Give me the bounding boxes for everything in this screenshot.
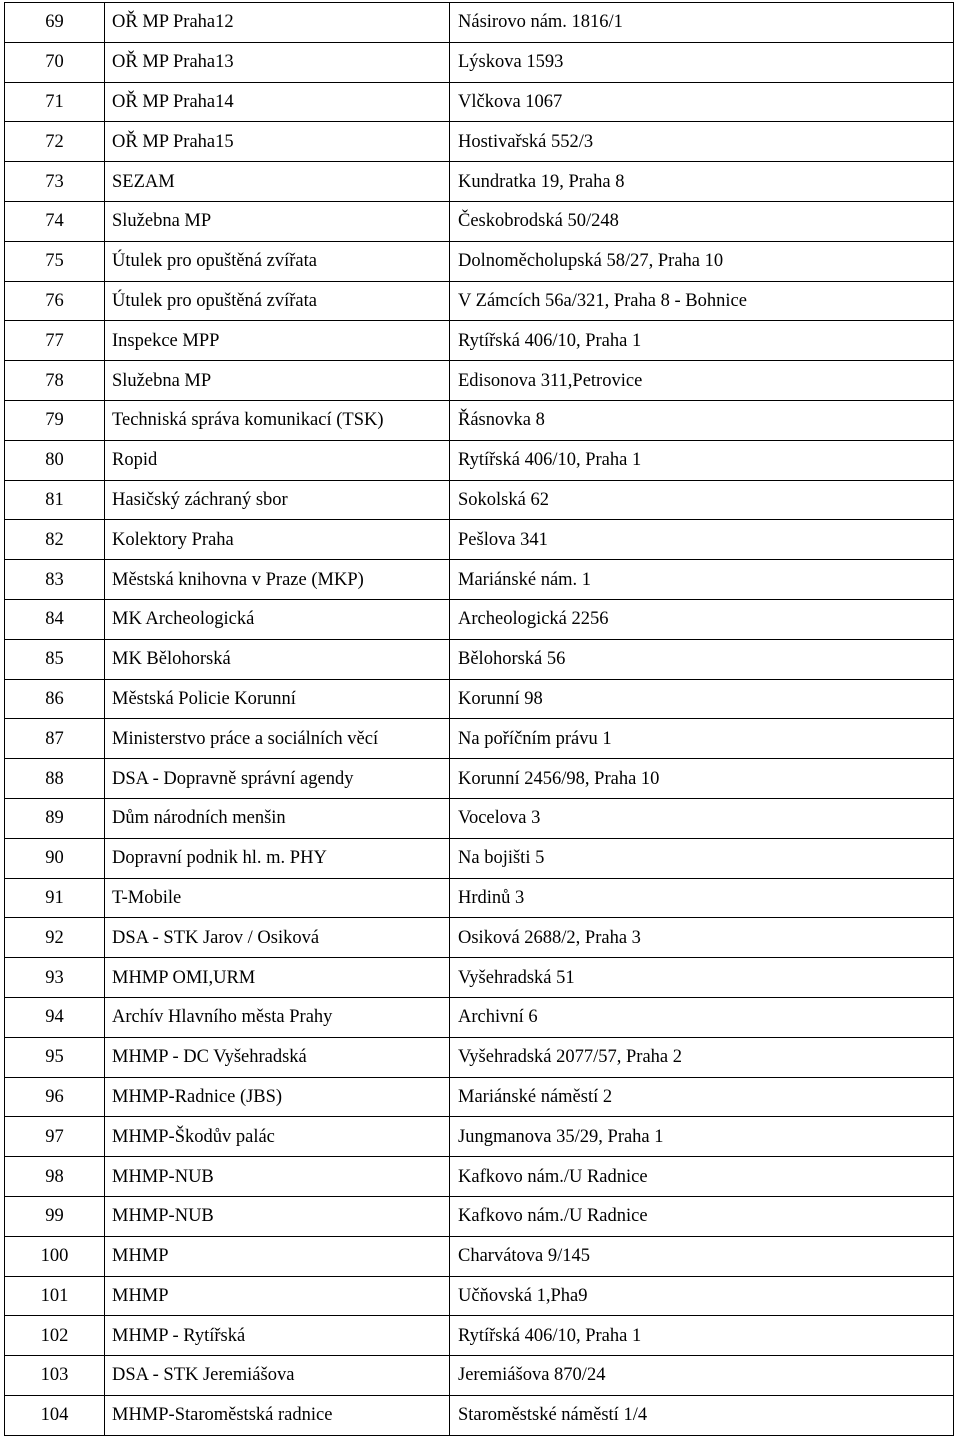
table-row xyxy=(5,1077,954,1117)
row-number-cell: 94 xyxy=(5,997,105,1037)
institution-name-cell: DSA - Dopravně správní agendy xyxy=(105,759,450,799)
address-cell: Na poříčním právu 1 xyxy=(450,719,954,759)
table-row xyxy=(5,1037,954,1077)
address-cell: Archivní 6 xyxy=(450,997,954,1037)
table-row xyxy=(5,1236,954,1276)
address-cell: Korunní 2456/98, Praha 10 xyxy=(450,759,954,799)
table-row xyxy=(5,878,954,918)
address-cell: Jungmanova 35/29, Praha 1 xyxy=(450,1117,954,1157)
address-cell: Řásnovka 8 xyxy=(450,400,954,440)
table-row xyxy=(5,321,954,361)
row-number-cell: 104 xyxy=(5,1395,105,1435)
institution-name-cell: OŘ MP Praha13 xyxy=(105,42,450,82)
table-row xyxy=(5,1316,954,1356)
row-number-cell: 93 xyxy=(5,958,105,998)
institution-name-cell: Hasičský záchraný sbor xyxy=(105,480,450,520)
table-row xyxy=(5,201,954,241)
row-number-cell: 73 xyxy=(5,162,105,202)
address-cell: Sokolská 62 xyxy=(450,480,954,520)
row-number-cell: 95 xyxy=(5,1037,105,1077)
row-number-cell: 77 xyxy=(5,321,105,361)
institution-name-cell: DSA - STK Jarov / Osiková xyxy=(105,918,450,958)
institution-name-cell: MHMP - DC Vyšehradská xyxy=(105,1037,450,1077)
address-cell: Kafkovo nám./U Radnice xyxy=(450,1196,954,1236)
address-table xyxy=(4,2,954,1436)
table-row xyxy=(5,719,954,759)
address-cell: Mariánské nám. 1 xyxy=(450,560,954,600)
address-cell: Charvátova 9/145 xyxy=(450,1236,954,1276)
address-cell: Lýskova 1593 xyxy=(450,42,954,82)
table-row xyxy=(5,1276,954,1316)
row-number-cell: 70 xyxy=(5,42,105,82)
table-row xyxy=(5,838,954,878)
address-cell: Pešlova 341 xyxy=(450,520,954,560)
institution-name-cell: Městská knihovna v Praze (MKP) xyxy=(105,560,450,600)
institution-name-cell: Služebna MP xyxy=(105,201,450,241)
institution-name-cell: MHMP - Rytířská xyxy=(105,1316,450,1356)
row-number-cell: 79 xyxy=(5,400,105,440)
institution-name-cell: MHMP-Staroměstská radnice xyxy=(105,1395,450,1435)
table-row xyxy=(5,958,954,998)
table-row xyxy=(5,798,954,838)
row-number-cell: 102 xyxy=(5,1316,105,1356)
table-row xyxy=(5,440,954,480)
table-row xyxy=(5,560,954,600)
institution-name-cell: MHMP OMI,URM xyxy=(105,958,450,998)
row-number-cell: 103 xyxy=(5,1356,105,1396)
institution-name-cell: Ropid xyxy=(105,440,450,480)
address-cell: Hrdinů 3 xyxy=(450,878,954,918)
row-number-cell: 85 xyxy=(5,639,105,679)
address-cell: Českobrodská 50/248 xyxy=(450,201,954,241)
table-row xyxy=(5,1395,954,1435)
address-cell: Rytířská 406/10, Praha 1 xyxy=(450,440,954,480)
table-row xyxy=(5,162,954,202)
institution-name-cell: Ministerstvo práce a sociálních věcí xyxy=(105,719,450,759)
address-cell: Mariánské náměstí 2 xyxy=(450,1077,954,1117)
address-cell: Osiková 2688/2, Praha 3 xyxy=(450,918,954,958)
institution-name-cell: SEZAM xyxy=(105,162,450,202)
address-cell: Na bojišti 5 xyxy=(450,838,954,878)
row-number-cell: 80 xyxy=(5,440,105,480)
address-cell: Edisonova 311,Petrovice xyxy=(450,361,954,401)
address-cell: Vyšehradská 51 xyxy=(450,958,954,998)
table-row xyxy=(5,1356,954,1396)
row-number-cell: 69 xyxy=(5,3,105,43)
table-row xyxy=(5,122,954,162)
address-cell: Vyšehradská 2077/57, Praha 2 xyxy=(450,1037,954,1077)
institution-name-cell: Techniská správa komunikací (TSK) xyxy=(105,400,450,440)
address-cell: Jeremiášova 870/24 xyxy=(450,1356,954,1396)
institution-name-cell: Archív Hlavního města Prahy xyxy=(105,997,450,1037)
address-cell: Násirovo nám. 1816/1 xyxy=(450,3,954,43)
address-cell: Učňovská 1,Pha9 xyxy=(450,1276,954,1316)
row-number-cell: 86 xyxy=(5,679,105,719)
table-row xyxy=(5,1196,954,1236)
row-number-cell: 71 xyxy=(5,82,105,122)
table-row xyxy=(5,679,954,719)
row-number-cell: 75 xyxy=(5,241,105,281)
table-row xyxy=(5,1157,954,1197)
institution-name-cell: OŘ MP Praha15 xyxy=(105,122,450,162)
table-row xyxy=(5,480,954,520)
address-cell: Staroměstské náměstí 1/4 xyxy=(450,1395,954,1435)
institution-name-cell: OŘ MP Praha12 xyxy=(105,3,450,43)
row-number-cell: 78 xyxy=(5,361,105,401)
row-number-cell: 92 xyxy=(5,918,105,958)
institution-name-cell: Dům národních menšin xyxy=(105,798,450,838)
table-row xyxy=(5,241,954,281)
table-row xyxy=(5,42,954,82)
address-cell: Rytířská 406/10, Praha 1 xyxy=(450,321,954,361)
institution-name-cell: DSA - STK Jeremiášova xyxy=(105,1356,450,1396)
table-row xyxy=(5,400,954,440)
institution-name-cell: Služebna MP xyxy=(105,361,450,401)
row-number-cell: 84 xyxy=(5,599,105,639)
institution-name-cell: Inspekce MPP xyxy=(105,321,450,361)
address-cell: V Zámcích 56a/321, Praha 8 - Bohnice xyxy=(450,281,954,321)
row-number-cell: 100 xyxy=(5,1236,105,1276)
address-cell: Kundratka 19, Praha 8 xyxy=(450,162,954,202)
institution-name-cell: MHMP-Radnice (JBS) xyxy=(105,1077,450,1117)
address-cell: Hostivařská 552/3 xyxy=(450,122,954,162)
row-number-cell: 87 xyxy=(5,719,105,759)
table-row xyxy=(5,281,954,321)
table-row xyxy=(5,918,954,958)
institution-name-cell: MK Bělohorská xyxy=(105,639,450,679)
row-number-cell: 96 xyxy=(5,1077,105,1117)
address-cell: Bělohorská 56 xyxy=(450,639,954,679)
institution-name-cell: T-Mobile xyxy=(105,878,450,918)
institution-name-cell: MHMP-NUB xyxy=(105,1157,450,1197)
table-body xyxy=(5,3,954,1436)
row-number-cell: 99 xyxy=(5,1196,105,1236)
address-cell: Vlčkova 1067 xyxy=(450,82,954,122)
address-cell: Dolnoměcholupská 58/27, Praha 10 xyxy=(450,241,954,281)
address-cell: Rytířská 406/10, Praha 1 xyxy=(450,1316,954,1356)
row-number-cell: 98 xyxy=(5,1157,105,1197)
table-row xyxy=(5,1117,954,1157)
row-number-cell: 74 xyxy=(5,201,105,241)
table-row xyxy=(5,520,954,560)
address-cell: Archeologická 2256 xyxy=(450,599,954,639)
table-row xyxy=(5,361,954,401)
row-number-cell: 90 xyxy=(5,838,105,878)
row-number-cell: 76 xyxy=(5,281,105,321)
institution-name-cell: Útulek pro opuštěná zvířata xyxy=(105,241,450,281)
institution-name-cell: MHMP-NUB xyxy=(105,1196,450,1236)
row-number-cell: 89 xyxy=(5,798,105,838)
institution-name-cell: MHMP xyxy=(105,1276,450,1316)
address-cell: Korunní 98 xyxy=(450,679,954,719)
row-number-cell: 91 xyxy=(5,878,105,918)
address-cell: Kafkovo nám./U Radnice xyxy=(450,1157,954,1197)
table-row xyxy=(5,3,954,43)
row-number-cell: 82 xyxy=(5,520,105,560)
row-number-cell: 72 xyxy=(5,122,105,162)
institution-name-cell: OŘ MP Praha14 xyxy=(105,82,450,122)
row-number-cell: 101 xyxy=(5,1276,105,1316)
table-row xyxy=(5,599,954,639)
row-number-cell: 83 xyxy=(5,560,105,600)
institution-name-cell: MHMP xyxy=(105,1236,450,1276)
institution-name-cell: Útulek pro opuštěná zvířata xyxy=(105,281,450,321)
institution-name-cell: MK Archeologická xyxy=(105,599,450,639)
institution-name-cell: Dopravní podnik hl. m. PHY xyxy=(105,838,450,878)
institution-name-cell: MHMP-Škodův palác xyxy=(105,1117,450,1157)
table-row xyxy=(5,82,954,122)
institution-name-cell: Kolektory Praha xyxy=(105,520,450,560)
table-row xyxy=(5,639,954,679)
address-cell: Vocelova 3 xyxy=(450,798,954,838)
row-number-cell: 88 xyxy=(5,759,105,799)
row-number-cell: 97 xyxy=(5,1117,105,1157)
table-row xyxy=(5,997,954,1037)
table-row xyxy=(5,759,954,799)
row-number-cell: 81 xyxy=(5,480,105,520)
institution-name-cell: Městská Policie Korunní xyxy=(105,679,450,719)
